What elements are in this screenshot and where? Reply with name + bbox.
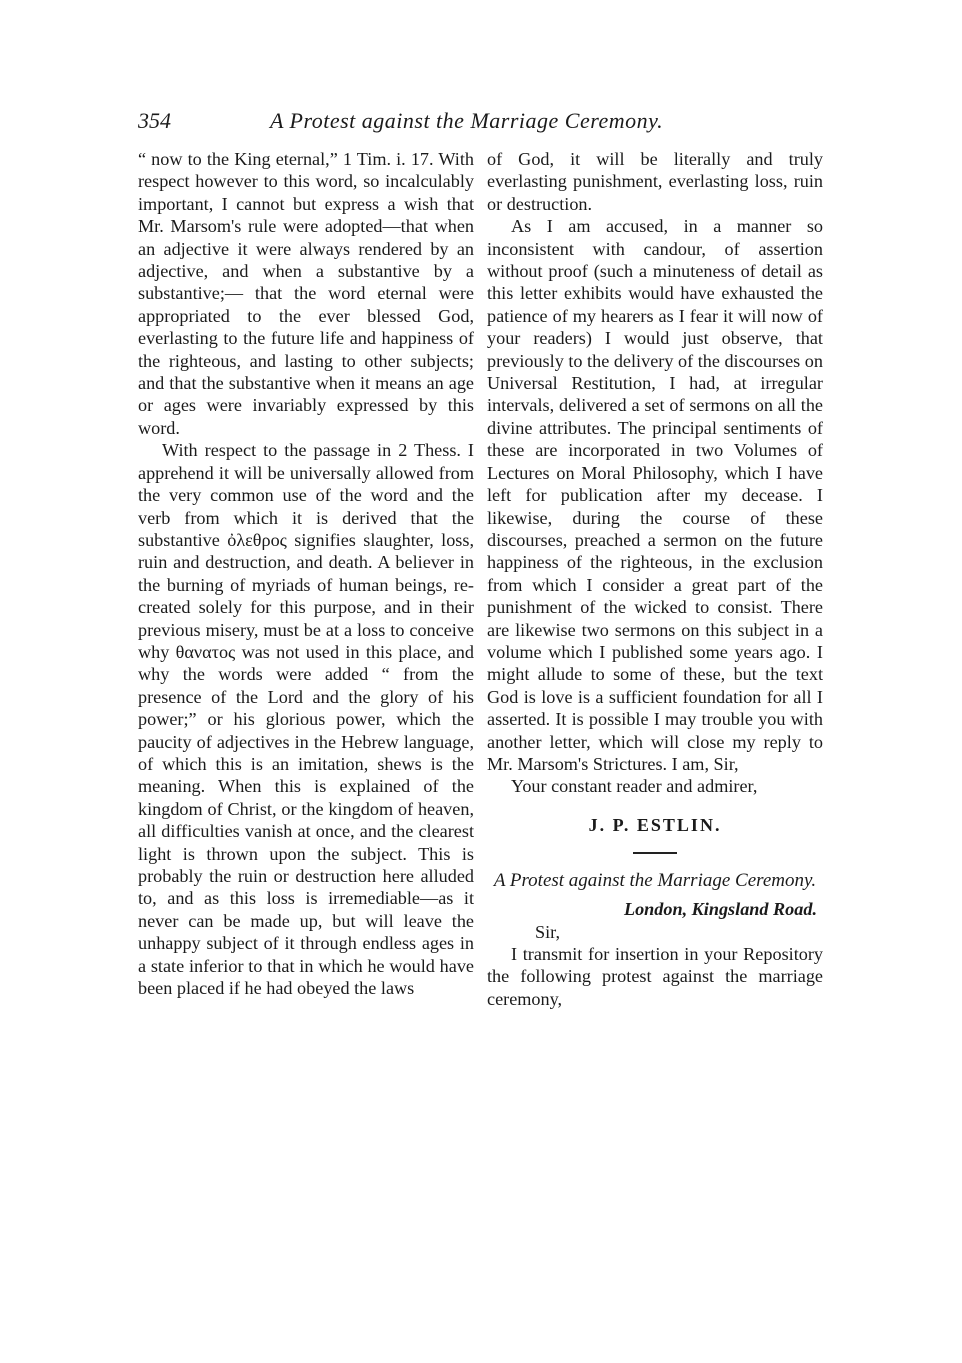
dateline: London, Kingsland Road. xyxy=(623,899,817,920)
paragraph-thess: With respect to the passage in 2 Thess. I apprehend it will be universally allowed from the very common use of the word and the verb from which it is derived that the substantive ὀλεθρος signifies slaughter, loss, ruin and destruction, and death. A believer in the burning of myriads of human beings, re-created solely for this purpose, and in their previous misery, must be at a loss to conceive why θανατος was not used in this place, and why the words were added “ from the presence of the Lord and the glory of his power;” or his glorious power, which the paucity of adjectives in the Hebrew language, of which this is an imitation, shews is the meaning. When this is explained of the kingdom of Christ, or the kingdom of heaven, all difficulties vanish at once, and the clearest light is thrown upon the subject. This is probably the ruin or destruction here alluded to, and as this loss is irremediable—as it never can be made up, but will leave the unhappy subject of it through endless ages in a state inferior to that in which he would have been placed if he had obeyed the laws xyxy=(138,440,474,999)
article-title: A Protest against the Marriage Ceremony. xyxy=(493,870,817,892)
section-divider xyxy=(633,852,677,854)
signature: J. P. ESTLIN. xyxy=(588,814,722,835)
salutation: Sir, xyxy=(535,921,561,942)
page-number: 354 xyxy=(138,108,171,133)
paragraph-opening: I transmit for insertion in your Repository the following protest against the marriage ceremony, xyxy=(487,944,823,1009)
paragraph-continued-right: of God, it will be literally and truly everlasting punishment, everlasting loss, ruin or destruction. xyxy=(487,149,823,214)
left-column xyxy=(138,148,474,999)
right-column xyxy=(487,148,823,1010)
running-title: A Protest against the Marriage Ceremony. xyxy=(270,108,664,133)
paragraph-closing: Your constant reader and admirer, xyxy=(511,776,758,797)
paragraph-accused: As I am accused, in a manner so inconsistent with candour, of assertion without proof (such a minuteness of detail as this letter exhibits would have exhausted the patience of my hearers as I fear it will now of your readers) I would just observe, that previously to the delivery of the discourses on Universal Restitution, I had, at irregular intervals, delivered a set of sermons on all the divine attributes. The principal sentiments of these are incorporated in two Volumes of Lectures on Moral Philosophy, which I have left for publication after my decease. I likewise, during the course of these discourses, preached a sermon on the future happiness of the righteous, in the exclusion from which I consider a great part of the punishment of the wicked to consist. There are likewise two sermons on this subject in a volume which I published some years ago. I might allude to some of these, but the text God is love is a sufficient foundation for all I asserted. It is possible I may trouble you with another letter, which will close my reply to Mr. Marsom's Strictures. I am, Sir, xyxy=(487,216,823,774)
paragraph-continued: “ now to the King eternal,” 1 Tim. i. 17. With respect however to this word, so incalculably important, I cannot but express a wish that Mr. Marsom's rule were adopted—that when an adjective it were always rendered by an adjective, and when a substantive by a substantive;— that the word eternal were appropriated to the ever blessed God, everlasting to the future life and happiness of the righteous, and lasting to other subjects; and that the substantive when it means an age or ages were invariably expressed by this word. xyxy=(138,149,474,438)
page-header xyxy=(138,108,828,142)
